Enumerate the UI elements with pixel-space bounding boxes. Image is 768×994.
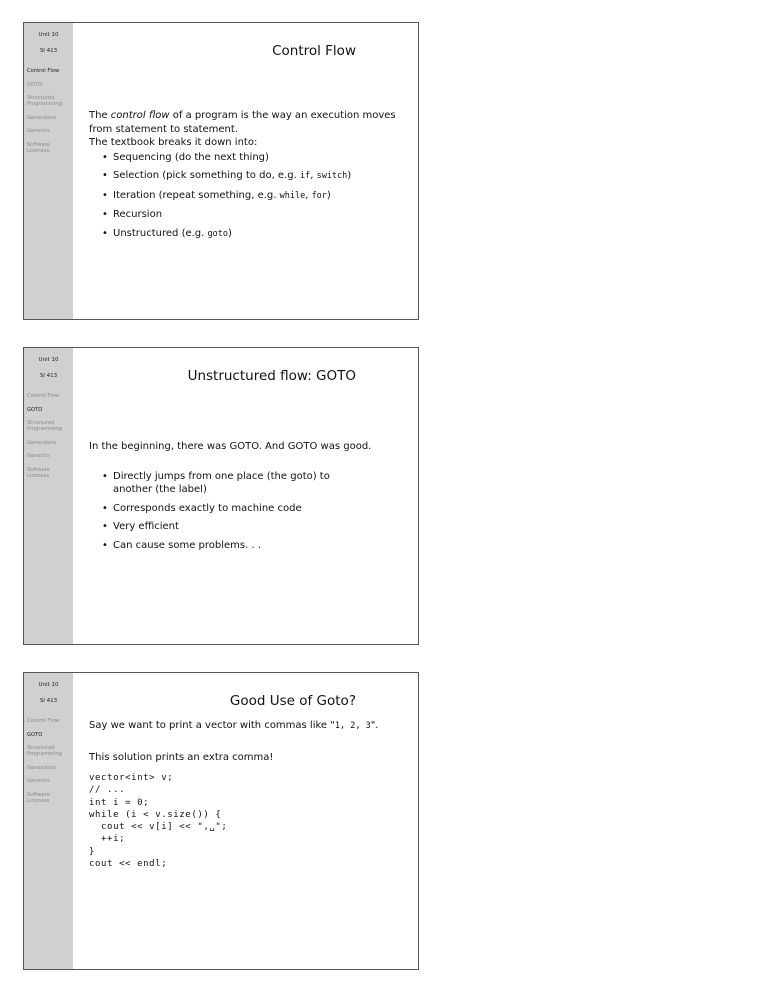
sidebar-item-structured-programming[interactable]: Structured Programming (27, 745, 62, 757)
slide-title: Good Use of Goto? (229, 693, 356, 709)
sidebar-nav (27, 718, 73, 811)
slide-sidebar (24, 23, 73, 319)
slide-good-use-of-goto (23, 672, 419, 970)
code-inline: 1, 2, 3 (334, 721, 371, 731)
slide-body (89, 440, 406, 557)
intro-text-end: ". (370, 720, 379, 731)
slide-body (89, 109, 406, 246)
intro-paragraph (89, 109, 406, 136)
sidebar-item-software-licenses[interactable]: Software Licenses (27, 466, 50, 479)
bullet-list (101, 470, 341, 553)
sidebar-item-generics[interactable]: Generics (27, 128, 50, 134)
sidebar-unit-label: Unit 10 (38, 357, 59, 363)
sidebar-item-generics[interactable]: Generics (27, 778, 50, 784)
slide-title: Unstructured flow: GOTO (187, 368, 356, 384)
list-item: • Corresponds exactly to machine code (101, 502, 341, 516)
sidebar-nav (27, 393, 73, 486)
sidebar-item-generators[interactable]: Generators (27, 114, 57, 121)
bullet-text: Sequencing (do the next thing) (113, 151, 269, 163)
sidebar-course-label: SI 413 (39, 48, 58, 54)
intro-paragraph: In the beginning, there was GOTO. And GOTO was good. (89, 441, 372, 452)
bullet-text: Iteration (repeat something, e.g. (113, 189, 280, 201)
intro-line2: The textbook breaks it down into: (89, 137, 258, 148)
sidebar-item-structured-programming[interactable]: Structured Programming (27, 95, 62, 107)
list-item (101, 227, 406, 242)
list-item (101, 208, 406, 222)
code-keyword: goto (207, 228, 228, 239)
sidebar-item-control-flow[interactable]: Control Flow (27, 393, 60, 399)
intro-text-end: of a program is the way an execution moves from statement to statement. (89, 110, 396, 135)
sidebar-item-structured-programming[interactable]: Structured Programming (27, 420, 62, 432)
bullet-text: ) (347, 170, 352, 181)
sidebar-nav (27, 68, 73, 161)
code-keyword: switch (316, 171, 348, 181)
intro-paragraph (89, 719, 406, 734)
sidebar-unit-label: Unit 10 (38, 682, 59, 688)
code-keyword: if (299, 171, 311, 181)
intro-text: The (89, 110, 111, 121)
code-block: vector<int> v; // ... int i = 0; while (i < v.size()) { cout << v[i] << ",␣"; ++i; } cout << endl; (89, 773, 228, 870)
bullet-text: ) (228, 227, 232, 239)
bullet-text: ) (326, 189, 331, 201)
sidebar-item-goto[interactable]: GOTO (27, 731, 43, 738)
slide-sidebar (24, 348, 73, 644)
bullet-text: Recursion (113, 209, 163, 220)
list-item (101, 151, 406, 165)
sidebar-item-generators[interactable]: Generators (27, 439, 57, 446)
bullet-text: Unstructured (e.g. (113, 227, 208, 239)
slide-control-flow (23, 22, 419, 320)
sidebar-course-label: SI 413 (39, 698, 58, 704)
sidebar-item-control-flow[interactable]: Control Flow (27, 68, 60, 74)
sidebar-item-goto[interactable]: GOTO (27, 406, 43, 413)
bullet-text: , (305, 189, 312, 201)
sidebar-unit-label: Unit 10 (38, 32, 59, 38)
list-item (101, 169, 406, 184)
intro-emphasis: control flow (110, 110, 170, 121)
slide-title: Control Flow (272, 43, 356, 59)
slide-sidebar (24, 673, 73, 969)
bullet-text: , (310, 170, 317, 181)
bullet-list (101, 151, 406, 242)
note-paragraph: This solution prints an extra comma! (89, 751, 274, 763)
list-item (101, 189, 406, 204)
slide-unstructured-flow (23, 347, 419, 645)
sidebar-course-label: SI 413 (39, 373, 58, 379)
list-item: • Very efficient (101, 520, 341, 534)
sidebar-item-software-licenses[interactable]: Software Licenses (27, 791, 50, 804)
sidebar-item-control-flow[interactable]: Control Flow (27, 718, 60, 724)
bullet-text: Selection (pick something to do, e.g. (113, 170, 300, 181)
sidebar-item-software-licenses[interactable]: Software Licenses (27, 141, 50, 154)
sidebar-item-goto[interactable]: GOTO (27, 81, 43, 88)
sidebar-item-generators[interactable]: Generators (27, 764, 57, 771)
sidebar-item-generics[interactable]: Generics (27, 453, 50, 459)
code-keyword: while (279, 190, 306, 201)
list-item: • Directly jumps from one place (the goto) to another (the label) (101, 470, 341, 497)
code-keyword: for (311, 190, 327, 201)
intro-text: Say we want to print a vector with commas like " (89, 720, 335, 731)
list-item: • Can cause some problems. . . (101, 539, 341, 553)
slide-body (89, 719, 406, 870)
